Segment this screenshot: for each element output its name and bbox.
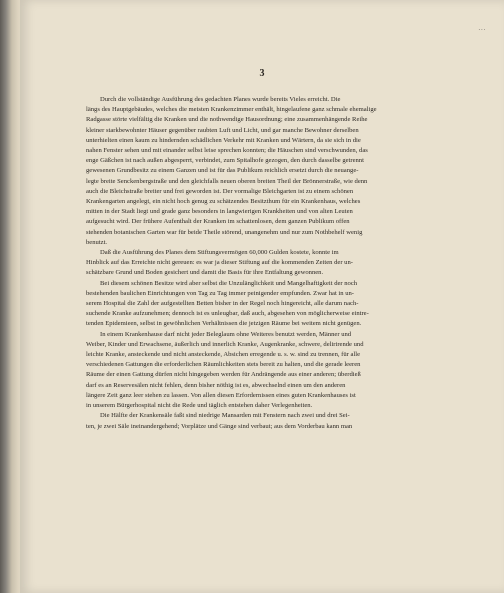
text-line: mitten in der Stadt liegt und grade ganz besonders in langwierigen Krankheiten und von alten Leuten (86, 208, 353, 216)
text-line: Die Hälfte der Krankensäle faßt sind niedrige Mansarden mit Fenstern nach zwei und drei Sei- (100, 412, 350, 420)
text-line: längere Zeit ganz leer stehen zu lassen. Von allen diesen Erfordernissen eines guten Krankenhauses ist (86, 391, 356, 399)
text-line: tenden Epidemieen, selbst in gewöhnlichen Verhältnissen die jetzigen Räume bei weitem nicht genügen. (86, 320, 362, 328)
text-line: darf es an Reservesälen nicht fehlen, denn bisher nöthig ist es, abwechselnd einen um den anderen (86, 381, 346, 389)
text-line: benutzt. (86, 238, 108, 246)
text-line: leichte Kranke, ansteckende und nicht ansteckende, Absichen erregende u. s. w. sind zu trennen, für alle (86, 351, 361, 359)
text-line: serem Hospital die Zahl der aufgestellten Betten bisher in der Regel noch hingereicht, alle darum nach- (86, 300, 359, 308)
text-line: auch die Bleichstraße breiter und frei geworden ist. Der vormalige Bleichgarten ist zu einem schönen (86, 187, 354, 195)
paragraph (86, 248, 486, 279)
page-number: 3 (259, 68, 265, 79)
document-page (20, 0, 504, 593)
paragraph (86, 279, 486, 330)
text-line: enge Gäßchen ist nach außen abgesperrt, verbindet, zum Spitalhofe gezogen, den durch dasselbe getrennt (86, 157, 364, 165)
text-line: unterhielten einen kaum zu hindernden schädlichen Verkehr mit Kranken und Wärtern, da sie sich in die (86, 136, 361, 144)
text-line: Radgasse störte vielfältig die Kranken und die nothwendige Hausordnung; eine zusammenhängende Reihe (86, 116, 368, 124)
text-line: Durch die vollständige Ausführung des gedachten Planes wurde bereits Vieles erreicht. Die (100, 96, 341, 103)
text-line: legte breite Senckenbergstraße und den gleichfalls neuen oberen breiten Theil der Brönnerstraße, wie denn (86, 177, 368, 185)
paragraph (86, 95, 486, 248)
paragraph (86, 411, 486, 431)
text-line: Weiber, Kinder und Erwachsene, äußerlich und innerlich Kranke, Augenkranke, schwere, delirirende und (86, 340, 364, 348)
text-line: in unserem Bürgerhospital nicht die Rede und täglich entstehen daher Verlegenheiten. (86, 402, 313, 410)
text-line: Bei diesem schönen Besitze wird aber selbst die Unzulänglichkeit und Mangelhaftigkeit der noch (100, 279, 358, 287)
text-line: In einem Krankenhause darf nicht jeder Beleglaum ohne Weiteres benutzt werden, Männer und (100, 330, 352, 338)
text-line: kleiner starkbewohnter Häuser gegenüber raubten Luft und Licht, und gar manche Bewohner derselben (86, 126, 359, 134)
text-line: Krankengarten angelegt, ein nicht hoch genug zu schätzendes Besitzthum für ein Krankenhaus, welches (86, 198, 361, 206)
text-line: aufgesucht wird. Der frühere Aufenthalt der Kranken im schattenlosen, dem ganzen Publikum offen (86, 218, 350, 226)
text-line: nahen Fenster sehen und mit einander selbst leise sprechen konnten; die Häuschen sind verschwunden, das (86, 147, 368, 155)
text-line: stehenden botanischen Garten war für beide Theile störend, unangenehm und nur zum Nothbehelf wenig (86, 228, 363, 236)
text-line: schätzbare Grund und Boden gesichert und damit die Basis für ihre Entfaltung gewonnen. (86, 269, 324, 277)
text-line: suchende Kranke aufzunehmen; dennoch ist es unleugbar, daß auch, abgesehen von möglicherweise eintre- (86, 310, 369, 318)
paragraph (86, 330, 486, 412)
text-line: gewesenen Grundbesitz zu einem Ganzen und ist für das Publikum reichlich ersetzt durch die neuange- (86, 167, 359, 175)
text-line: verschiedenen Gattungen die erforderlichen Räumlichkeiten stets bereit zu halten, und die gerade leeren (86, 361, 361, 369)
text-line: Räume der einen Gattung dürfen nicht hingegeben werden für Andrängende aus einer anderen; überdieß (86, 371, 361, 379)
text-line: Daß die Ausführung des Planes dem Stiftungsvermögen 60,000 Gulden kostete, konnte im (100, 249, 339, 257)
text-line: bestehenden baulichen Einrichtungen von Tag zu Tag immer peinigender empfunden. Zwar hat in un- (86, 289, 354, 297)
body-text (86, 95, 486, 432)
text-line: Hinblick auf das Erreichte nicht gereuen: es war ja dieser Stiftung auf die kommenden Zeiten der un- (86, 259, 353, 267)
text-line: längs des Hauptgebäudes, welches die meisten Krankenzimmer enthält, hingelaufene ganz schmale ehemalige (86, 106, 377, 114)
text-line: ten, je zwei Säle ineinandergehend; Vorplätze und Gänge sind verbaut; aus dem Vorderbau kann man (86, 422, 353, 430)
pencil-annotation: ... (478, 23, 486, 32)
